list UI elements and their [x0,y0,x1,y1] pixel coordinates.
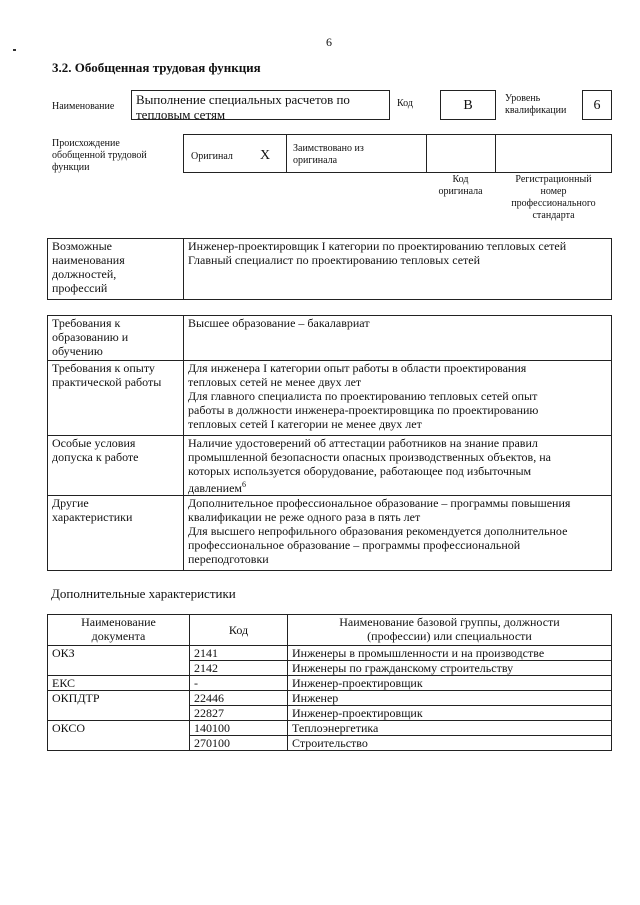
requirements-table [47,315,612,571]
name-value: Выполнение специальных расчетов по тепловым сетям [131,90,390,120]
code-original-caption: Код оригинала [438,174,483,197]
col-header-name: Наименование базовой группы, должности (профессии) или специальности [288,615,612,646]
row-name: Инженер-проектировщик [288,676,612,691]
req-value: Дополнительное профессиональное образование – программы повышения квалификации не реже одного раза в пять лет Для высшего непрофильного образования рекомендуется дополнительное профессиональное образование – программы профессиональной переподготовки [184,496,612,571]
req-value: Высшее образование – бакалавриат [184,316,612,361]
original-label: Оригинал [191,151,233,162]
row-name: Инженеры по гражданскому строительству [288,661,612,676]
section-title: 3.2. Обобщенная трудовая функция [52,60,261,75]
positions-table [47,238,612,300]
row-name: Теплоэнергетика [288,721,612,736]
col-header-doc: Наименование документа [48,615,190,646]
origin-table [183,134,612,173]
row-doc: ОКЗ [48,646,190,661]
row-code: 270100 [190,736,288,751]
req-label: Особые условия допуска к работе [48,436,184,496]
additional-title: Дополнительные характеристики [51,586,236,601]
row-code: 22446 [190,691,288,706]
name-label: Наименование [52,101,115,112]
table-row [48,676,612,691]
page-number: 6 [326,35,332,49]
level-label: Уровень квалификации [505,93,567,116]
table-row [48,646,612,661]
borrowed-label: Заимствовано из оригинала [293,143,364,166]
req-label: Требования к опыту практической работы [48,361,184,436]
level-value: 6 [582,90,612,120]
row-name: Инженер-проектировщик [288,706,612,721]
col-header-code: Код [190,615,288,646]
positions-label: Возможные наименования должностей, профессий [48,239,184,300]
row-doc: ОКСО [48,721,190,736]
code-value: В [440,90,496,120]
row-doc [48,706,190,721]
row-code: 22827 [190,706,288,721]
row-doc: ЕКС [48,676,190,691]
table-row [48,721,612,736]
req-value-cell [184,436,612,496]
row-name: Инженер [288,691,612,706]
row-code: 2141 [190,646,288,661]
table-row [48,736,612,751]
scan-mark [13,49,16,51]
row-name: Строительство [288,736,612,751]
reg-number-caption: Регистрационный номер профессионального стандарта [511,174,596,221]
table-row [48,661,612,676]
code-label: Код [397,98,413,109]
additional-table [47,614,612,751]
row-doc: ОКПДТР [48,691,190,706]
row-code: 2142 [190,661,288,676]
row-code: 140100 [190,721,288,736]
table-row [48,691,612,706]
footnote-ref: 6 [242,480,247,489]
origin-label: Происхождение обобщенной трудовой функции [52,138,147,173]
row-doc [48,661,190,676]
positions-value: Инженер-проектировщик I категории по проектированию тепловых сетей Главный специалист по проектированию тепловых сетей [184,239,612,300]
row-name: Инженеры в промышленности и на производстве [288,646,612,661]
table-row [48,706,612,721]
row-code: - [190,676,288,691]
original-mark: X [260,148,271,163]
req-value: Наличие удостоверений об аттестации работников на знание правил промышленной безопасности опасных производственных объектов, на которых используется оборудование, работающее под избыточным давлением [188,436,551,495]
req-value: Для инженера I категории опыт работы в области проектирования тепловых сетей не менее двух лет Для главного специалиста по проектированию тепловых сетей опыт работы в должности инженера-проектировщика по проектированию тепловых сетей I категории не менее двух лет [184,361,612,436]
row-doc [48,736,190,751]
req-label: Требования к образованию и обучению [48,316,184,361]
req-label: Другие характеристики [48,496,184,571]
